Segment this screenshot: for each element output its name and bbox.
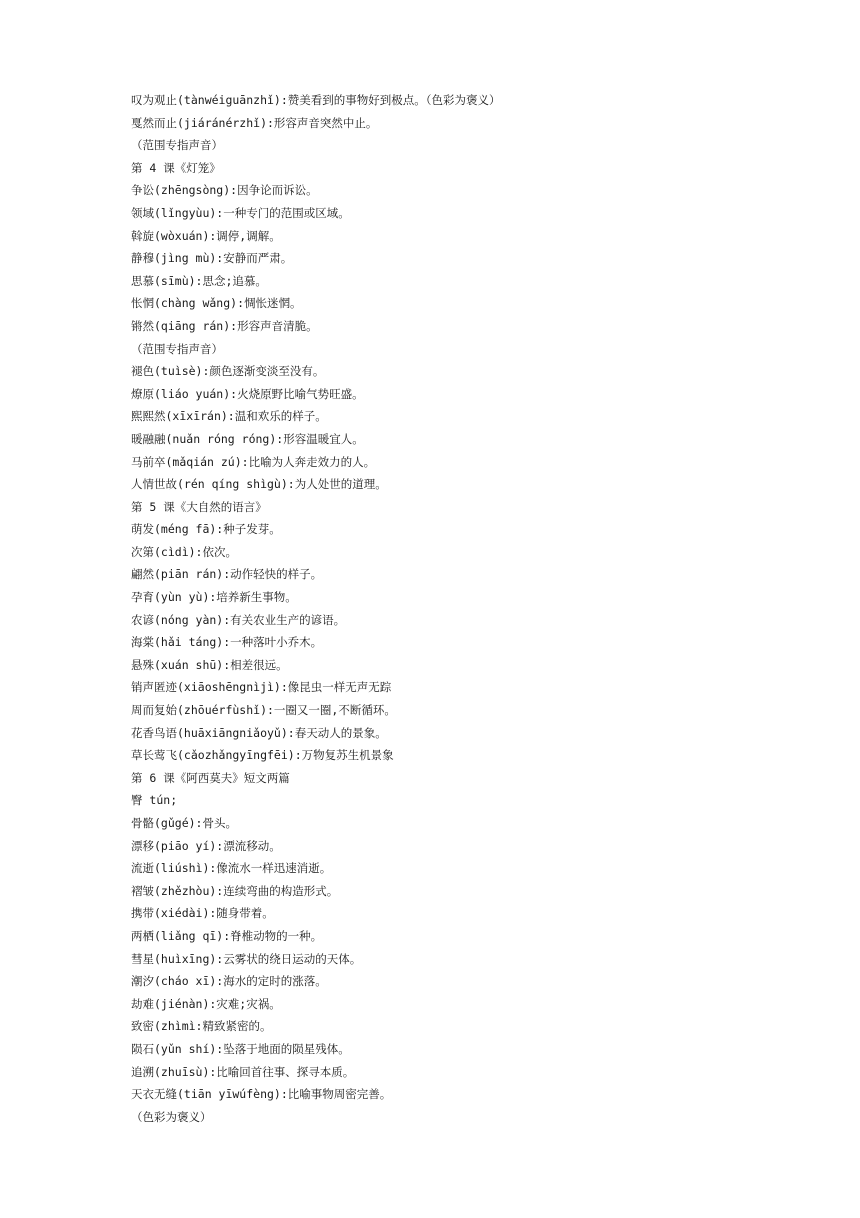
text-line: 流逝(liúshì):像流水一样迅速消逝。: [131, 861, 332, 876]
text-line: 叹为观止(tànwéiguānzhǐ):赞美看到的事物好到极点。（色彩为褒义）: [131, 93, 501, 107]
text-line: 陨石(yǔn shí):坠落于地面的陨星残体。: [131, 1041, 350, 1056]
text-line: 领域(lǐngyùu):一种专门的范围或区域。: [131, 205, 350, 220]
text-line: 争讼(zhēngsòng):因争论而诉讼。: [131, 183, 318, 198]
text-line: 草长莺飞(cǎozhǎngyīngfēi):万物复苏生机景象: [131, 748, 394, 763]
text-line: 斡旋(wòxuán):调停,调解。: [131, 228, 281, 243]
text-line: 熙熙然(xīxīrán):温和欢乐的样子。: [131, 409, 327, 424]
text-line: 天衣无缝(tiān yīwúfèng):比喻事物周密完善。: [131, 1087, 392, 1102]
text-line: 萌发(méng fā):种子发芽。: [131, 522, 281, 537]
text-line: （范围专指声音）: [131, 138, 223, 153]
text-line: 静穆(jìng mù):安静而严肃。: [131, 251, 293, 266]
text-line: 致密(zhìmì:精致紧密的。: [131, 1019, 272, 1034]
text-line: 悬殊(xuán shū):相差很远。: [131, 657, 288, 672]
text-line: 花香鸟语(huāxiāngniǎoyǔ):春天动人的景象。: [131, 725, 387, 740]
text-line: 褶皱(zhězhòu):连续弯曲的构造形式。: [131, 883, 339, 898]
text-line: 褪色(tuìsè):颜色逐渐变淡至没有。: [131, 364, 325, 379]
lesson-heading: 第 4 课《灯笼》: [131, 160, 221, 175]
text-line: 销声匿迹(xiāoshēngnìjì):像昆虫一样无声无踪: [131, 680, 392, 695]
text-line: （范围专指声音）: [131, 341, 223, 356]
text-line: 携带(xiédài):随身带着。: [131, 906, 274, 921]
text-line: 戛然而止(jiáránérzhǐ):形容声音突然中止。: [131, 115, 378, 130]
text-line: 彗星(huìxīng):云雾状的绕日运动的天体。: [131, 951, 362, 966]
text-line: 潮汐(cháo xī):海水的定时的涨落。: [131, 974, 327, 989]
lesson-heading: 第 5 课《大自然的语言》: [131, 499, 267, 514]
text-line: 追溯(zhuīsù):比喻回首往事、探寻本质。: [131, 1064, 355, 1079]
text-line: 农谚(nóng yàn):有关农业生产的谚语。: [131, 612, 346, 627]
text-line: 燎原(liáo yuán):火烧原野比喻气势旺盛。: [131, 386, 364, 401]
text-line: 人情世故(rén qíng shìgù):为人处世的道理。: [131, 477, 387, 492]
text-line: 怅惘(chàng wǎng):惆怅迷惘。: [131, 296, 302, 311]
text-line: 劫难(jiénàn):灾难;灾祸。: [131, 996, 281, 1011]
text-line: 两栖(liǎng qī):脊椎动物的一种。: [131, 928, 323, 943]
text-line: 周而复始(zhōuérfùshǐ):一圈又一圈,不断循环。: [131, 703, 396, 718]
text-line: 海棠(hǎi táng):一种落叶小乔木。: [131, 635, 323, 650]
text-line: 臀 tún;: [131, 793, 178, 808]
text-line: 次第(cìdì):依次。: [131, 544, 237, 559]
text-line: 暖融融(nuǎn róng róng):形容温暖宜人。: [131, 431, 364, 446]
vocabulary-list: [131, 89, 831, 1128]
text-line: 翩然(piān rán):动作轻快的样子。: [131, 567, 323, 582]
text-line: 思慕(sīmù):思念;追慕。: [131, 273, 267, 288]
text-line: 骨骼(gǔgé):骨头。: [131, 816, 237, 830]
lesson-heading: 第 6 课《阿西莫夫》短文两篇: [131, 770, 290, 785]
text-line: 马前卒(mǎqián zú):比喻为人奔走效力的人。: [131, 454, 376, 469]
text-line: 漂移(piāo yí):漂流移动。: [131, 838, 281, 853]
text-line: 孕育(yùn yù):培养新生事物。: [131, 590, 297, 605]
text-line: （色彩为褒义）: [131, 1109, 212, 1124]
text-line: 锵然(qiāng rán):形容声音清脆。: [131, 318, 318, 333]
